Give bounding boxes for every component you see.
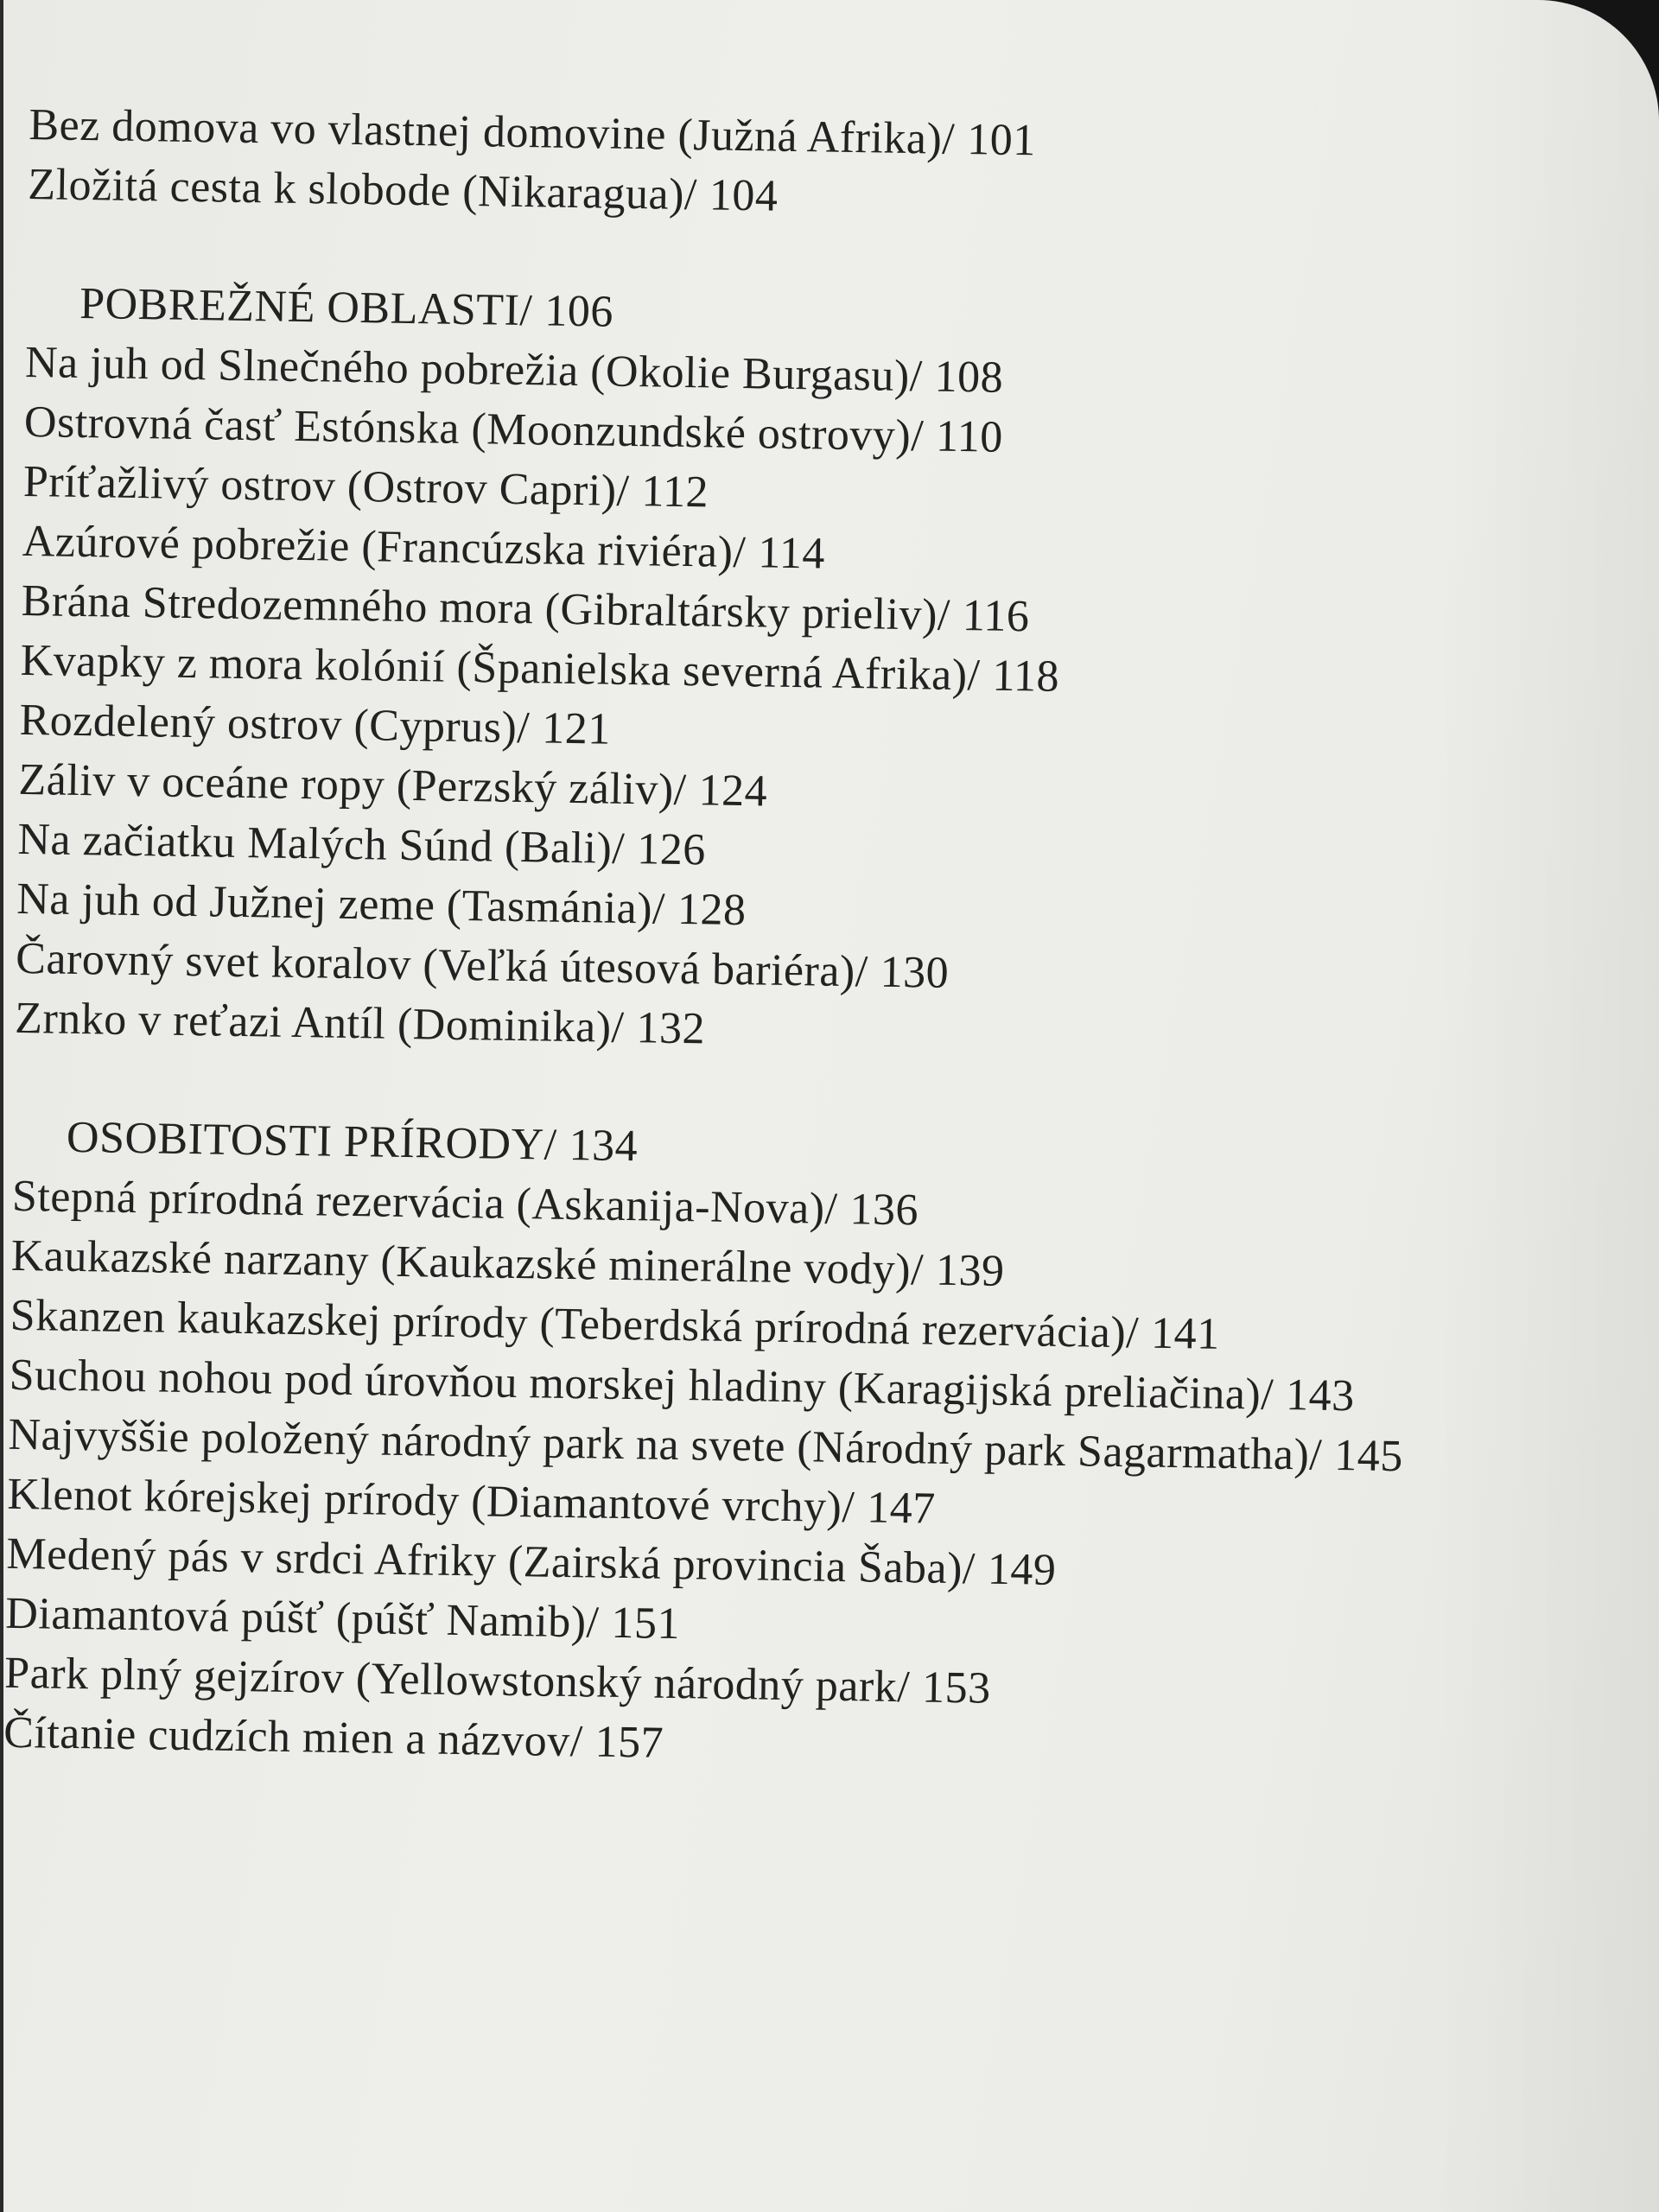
entry-page-number: 114 <box>757 528 826 579</box>
entry-title: Park plný gejzírov (Yellowstonský národný park/ <box>3 1648 911 1713</box>
entry-title: Čítanie cudzích mien a názvov/ <box>3 1707 584 1767</box>
entry-page-number: 136 <box>849 1185 919 1236</box>
entry-title: Kaukazské narzany (Kaukazské minerálne vody)/ <box>10 1230 925 1295</box>
entry-page-number: 128 <box>677 884 747 936</box>
entry-title: Čarovný svet koralov (Veľká útesová bariéra)/ <box>15 933 869 997</box>
entry-title: Bez domova vo vlastnej domovine (Južná Afrika)/ <box>29 99 956 164</box>
entry-page-number: 116 <box>962 591 1030 642</box>
entry-title: Klenot kórejskej prírody (Diamantové vrchy)/ <box>7 1469 855 1533</box>
entry-title: Na juh od Slnečného pobrežia (Okolie Burgasu)/ <box>24 337 924 402</box>
entry-page-number: 112 <box>641 467 709 518</box>
entry-page-number: 151 <box>611 1598 681 1649</box>
entry-page-number: 132 <box>636 1003 706 1054</box>
entry-page-number: 108 <box>934 352 1004 403</box>
entry-page-number: 124 <box>698 766 768 817</box>
entry-page-number: 104 <box>709 170 779 221</box>
entry-page-number: 121 <box>541 703 612 754</box>
entry-page-number: 153 <box>921 1662 992 1713</box>
entry-page-number: 141 <box>1150 1308 1221 1359</box>
entry-title: Diamantová púšť (púšť Namib)/ <box>4 1588 600 1648</box>
entry-title: Stepná prírodná rezervácia (Askanija-Nova)/ <box>11 1171 838 1234</box>
entry-title: Príťažlivý ostrov (Ostrov Capri)/ <box>22 456 630 516</box>
entry-title: Na začiatku Malých Súnd (Bali)/ <box>17 814 626 874</box>
entry-page-number: 147 <box>866 1483 937 1534</box>
entry-title: Záliv v oceáne ropy (Perzský záliv)/ <box>18 754 688 816</box>
entry-title: Medený pás v srdci Afriky (Zairská provincia Šaba)/ <box>6 1529 976 1594</box>
entry-title: Azúrové pobrežie (Francúzska riviéra)/ <box>22 516 747 578</box>
section-page-number: 134 <box>569 1120 639 1172</box>
entry-title: Suchou nohou pod úrovňou morskej hladiny (Karagijská preliačina)/ <box>9 1350 1274 1420</box>
entry-title: Ostrovná časť Estónska (Moonzundské ostrovy)/ <box>23 397 925 461</box>
entry-title: Rozdelený ostrov (Cyprus)/ <box>19 695 531 753</box>
entry-page-number: 145 <box>1333 1430 1404 1482</box>
entry-page-number: 157 <box>594 1717 664 1768</box>
entry-page-number: 130 <box>880 947 950 998</box>
entry-page-number: 126 <box>636 824 707 875</box>
entry-title: Zrnko v reťazi Antíl (Dominika)/ <box>14 993 625 1052</box>
table-of-contents <box>3 95 1637 1788</box>
entry-title: Skanzen kaukazskej prírody (Teberdská prírodná rezervácia)/ <box>10 1290 1140 1358</box>
entry-title: Brána Stredozemného mora (Gibraltársky prieliv)/ <box>21 575 951 640</box>
entry-title: Kvapky z mora kolónií (Španielska severná Afrika)/ <box>20 635 981 701</box>
entry-page-number: 143 <box>1285 1370 1356 1421</box>
section-title: POBREŽNÉ OBLASTI/ <box>79 278 533 336</box>
entry-title: Najvyššie položený národný park na svete (Národný park Sagarmatha)/ <box>8 1409 1323 1480</box>
entry-page-number: 139 <box>935 1245 1005 1296</box>
entry-title: Zložitá cesta k slobode (Nikaragua)/ <box>27 159 698 220</box>
entry-page-number: 149 <box>987 1544 1057 1595</box>
entry-page-number: 101 <box>966 115 1037 166</box>
section-page-number: 106 <box>543 286 614 337</box>
entry-title: Na juh od Južnej zeme (Tasmánia)/ <box>16 874 666 934</box>
entry-page-number: 110 <box>935 411 1004 462</box>
section-title: OSOBITOSTI PRÍRODY/ <box>66 1112 558 1170</box>
entry-page-number: 118 <box>992 651 1060 702</box>
